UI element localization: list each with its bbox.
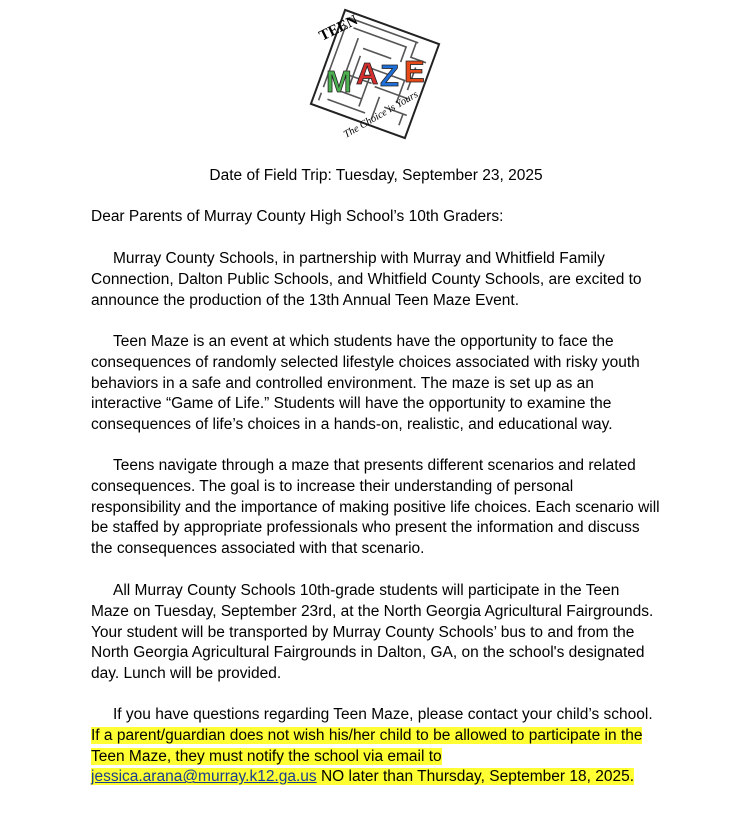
- paragraph-how-it-works: Teens navigate through a maze that presents different scenarios and related consequences. The goal is to increase their understanding of personal responsibility and the importance of making positive life choices. Each scenario will be staffed by appropriate professionals who present the information and discuss the consequences associated with that scenario.: [91, 457, 660, 558]
- logo-letter-a: A: [356, 56, 379, 91]
- field-trip-date: Date of Field Trip: Tuesday, September 23, 2025: [209, 167, 543, 184]
- logo-letter-m: M: [326, 64, 352, 99]
- deadline-highlight: NO later than Thursday, September 18, 2025.: [316, 768, 635, 786]
- opt-out-highlight: If a parent/guardian does not wish his/her child to be allowed to participate in the Teen Maze, they must notify the school via email to: [91, 726, 643, 765]
- paragraph-logistics: All Murray County Schools 10th-grade students will participate in the Teen Maze on Tuesday, September 23rd, at the North Georgia Agricultural Fairgrounds. Your student will be transported by Murray County Schools’ bus to and from the North Georgia Agricultural Fairgrounds in Dalton, GA, on the school's designated day. Lunch will be provided.: [91, 582, 654, 683]
- contact-lead-text: If you have questions regarding Teen Maze, please contact your child’s school.: [113, 706, 653, 723]
- logo-letter-e: E: [404, 54, 425, 89]
- teen-maze-logo-graphic: [302, 8, 448, 144]
- logo-teen-text: TEEN: [316, 12, 361, 45]
- paragraph-contact: [91, 705, 661, 788]
- teen-maze-logo: [302, 8, 448, 144]
- paragraph-partnership: Murray County Schools, in partnership with Murray and Whitfield Family Connection, Dalton Public Schools, and Whitfield County Schools, are excited to announce the production of the 13th Annual Teen Maze Event.: [91, 250, 642, 309]
- paragraph-about-teen-maze: Teen Maze is an event at which students have the opportunity to face the consequences of randomly selected lifestyle choices associated with risky youth behaviors in a safe and controlled environment. The maze is set up as an interactive “Game of Life.” Students will have the opportunity to examine the consequences of life’s choices in a hands-on, realistic, and educational way.: [91, 333, 640, 434]
- logo-letter-z: Z: [380, 58, 399, 93]
- contact-email-link[interactable]: jessica.arana@murray.k12.ga.us: [91, 768, 317, 786]
- logo-tagline: The Choice is Yours: [342, 89, 421, 141]
- greeting: Dear Parents of Murray County High School’s 10th Graders:: [91, 208, 504, 225]
